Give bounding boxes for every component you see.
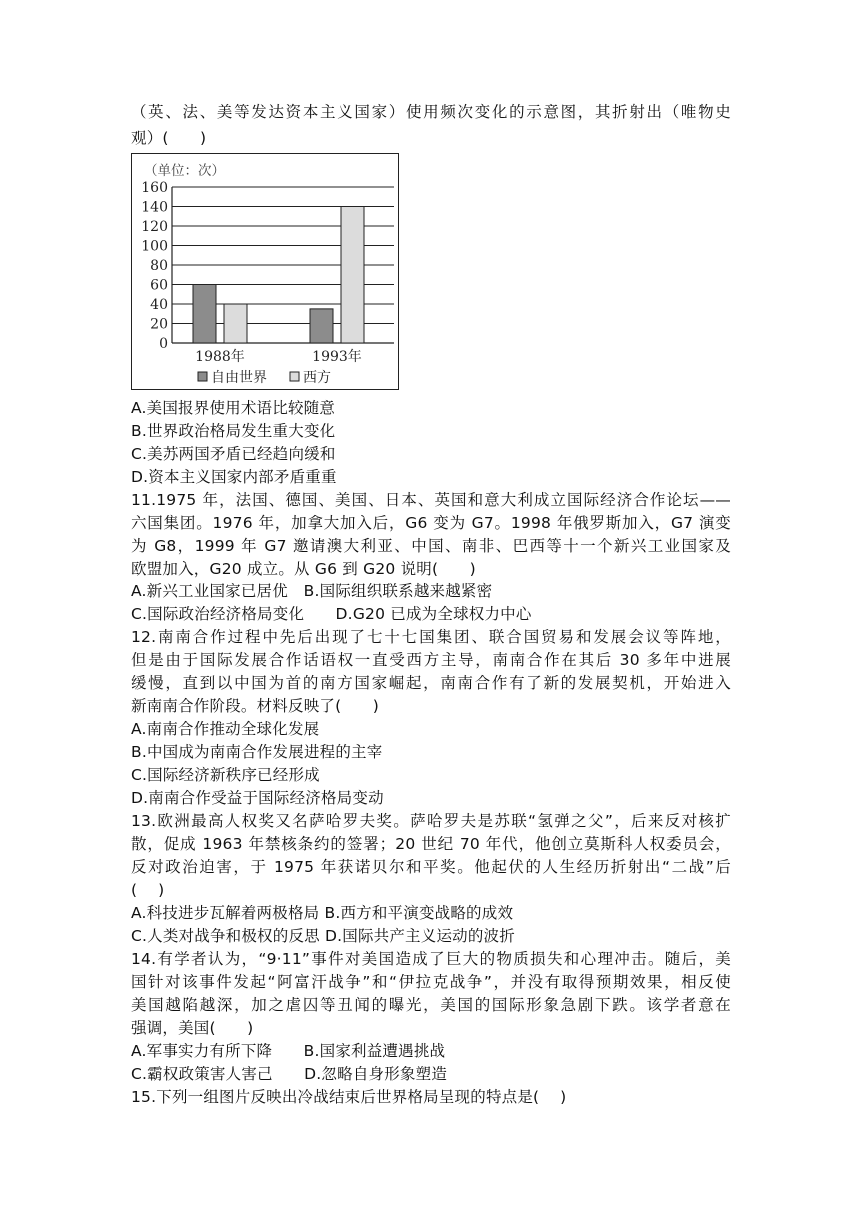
legend-label: 自由世界	[211, 370, 267, 386]
y-tick-label: 40	[150, 297, 168, 313]
y-tick-label: 140	[141, 199, 168, 216]
q14-stem-line: 14.有学者认为，“9·11”事件对美国造成了巨大的物质损失和心理冲击。随后，美	[131, 950, 731, 968]
q12-stem-line: 但是由于国际发展合作话语权一直受西方主导，南南合作在其后 30 多年中进展	[131, 651, 731, 669]
q12-option-a: A.南南合作推动全球化发展	[131, 720, 320, 738]
q14-stem-line: 美国越陷越深，加之虐囚等丑闻的曝光，美国的国际形象急剧下跌。该学者意在	[131, 996, 731, 1014]
bar-west-1	[341, 207, 364, 344]
y-tick-label: 160	[141, 180, 168, 196]
q15-stem-line: 15.下列一组图片反映出冷战结束后世界格局呈现的特点是( )	[131, 1088, 567, 1106]
legend-label: 西方	[303, 370, 331, 386]
bar-chart	[131, 153, 399, 390]
q14-stem-line: 强调，美国( )	[131, 1019, 254, 1037]
q13-stem-line: 散，促成 1963 年禁核条约的签署；20 世纪 70 年代，他创立莫斯科人权委员会，	[131, 835, 731, 853]
legend-swatch	[198, 372, 207, 381]
q13-options-ab: A.科技进步瓦解着两极格局 B.西方和平演变战略的成效	[131, 904, 514, 922]
q13-stem-line: 13.欧洲最高人权奖又名萨哈罗夫奖。萨哈罗夫是苏联“氢弹之父”，后来反对核扩	[131, 812, 731, 830]
intro-line: 观）( )	[131, 129, 207, 147]
q14-stem-line: 国针对该事件发起“阿富汗战争”和“伊拉克战争”，并没有取得预期效果，相反使	[131, 973, 731, 991]
q14-options-ab: A.军事实力有所下降 B.国家利益遭遇挑战	[131, 1042, 446, 1060]
q12-stem-line: 缓慢，直到以中国为首的南方国家崛起，南南合作有了新的发展契机，开始进入	[131, 674, 731, 692]
y-tick-label: 0	[159, 336, 168, 352]
q10-option-a: A.美国报界使用术语比较随意	[131, 399, 336, 417]
intro-line: （英、法、美等发达资本主义国家）使用频次变化的示意图，其折射出（唯物史	[131, 103, 731, 121]
q11-options-cd: C.国际政治经济格局变化 D.G20 已成为全球权力中心	[131, 605, 532, 623]
y-tick-label: 80	[150, 258, 168, 274]
y-tick-label: 120	[141, 219, 168, 235]
q14-options-cd: C.霸权政策害人害己 D.忽略自身形象塑造	[131, 1065, 448, 1083]
y-tick-label: 60	[150, 277, 168, 294]
bar-chart-svg	[132, 154, 400, 391]
x-category-label: 1993年	[312, 349, 362, 365]
q12-stem-line: 新南南合作阶段。材料反映了( )	[131, 697, 379, 715]
q11-stem-line: 11.1975 年，法国、德国、美国、日本、英国和意大利成立国际经济合作论坛——	[131, 491, 731, 509]
bar-free-world-1	[310, 309, 333, 343]
bar-west-0	[224, 304, 247, 343]
unit-label: （单位：次）	[144, 163, 225, 179]
q11-stem-line: 欧盟加入，G20 成立。从 G6 到 G20 说明( )	[131, 560, 476, 578]
q11-options-ab: A.新兴工业国家已居优 B.国际组织联系越来越紧密	[131, 582, 493, 600]
q13-stem-line: ( )	[131, 881, 165, 899]
q10-option-c: C.美苏两国矛盾已经趋向缓和	[131, 445, 336, 463]
q11-stem-line: 为 G8，1999 年 G7 邀请澳大利亚、中国、南非、巴西等十一个新兴工业国家及	[131, 537, 731, 555]
y-tick-label: 20	[150, 316, 168, 333]
x-category-label: 1988年	[195, 349, 245, 365]
q10-option-b: B.世界政治格局发生重大变化	[131, 422, 336, 440]
q11-stem-line: 六国集团。1976 年，加拿大加入后，G6 变为 G7。1998 年俄罗斯加入，G7 演变	[131, 514, 731, 532]
legend-swatch	[290, 372, 299, 381]
y-tick-label: 100	[141, 238, 168, 255]
q13-options-cd: C.人类对战争和极权的反思 D.国际共产主义运动的波折	[131, 927, 515, 945]
q12-stem-line: 12.南南合作过程中先后出现了七十七国集团、联合国贸易和发展会议等阵地，	[131, 628, 731, 646]
q12-option-b: B.中国成为南南合作发展进程的主宰	[131, 743, 383, 761]
bar-free-world-0	[193, 285, 216, 344]
q12-option-c: C.国际经济新秩序已经形成	[131, 766, 320, 784]
q10-option-d: D.资本主义国家内部矛盾重重	[131, 468, 337, 486]
q12-option-d: D.南南合作受益于国际经济格局变动	[131, 789, 384, 807]
q13-stem-line: 反对政治迫害，于 1975 年获诺贝尔和平奖。他起伏的人生经历折射出“二战”后	[131, 858, 731, 876]
